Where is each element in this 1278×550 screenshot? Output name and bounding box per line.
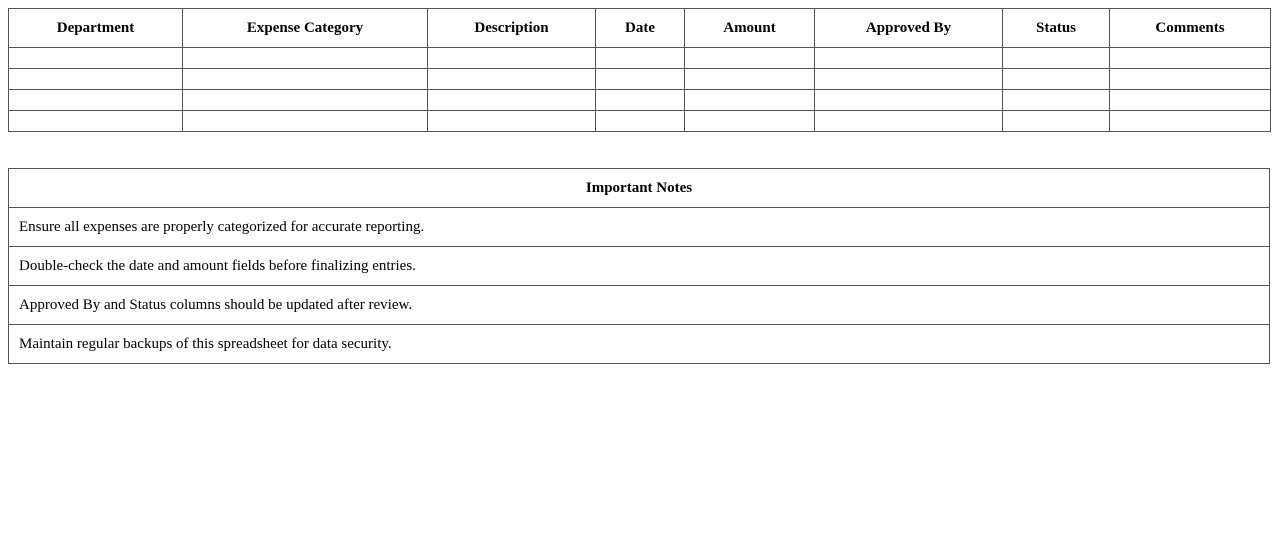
table-cell[interactable] xyxy=(815,111,1003,132)
notes-title: Important Notes xyxy=(9,169,1270,208)
table-cell[interactable] xyxy=(685,111,815,132)
table-cell[interactable] xyxy=(685,48,815,69)
table-row xyxy=(9,90,1271,111)
column-header-status: Status xyxy=(1003,9,1110,48)
notes-table xyxy=(8,168,1270,364)
table-cell[interactable] xyxy=(428,90,596,111)
table-cell[interactable] xyxy=(1110,69,1271,90)
expense-table xyxy=(8,8,1271,132)
table-cell[interactable] xyxy=(685,69,815,90)
note-row xyxy=(9,208,1270,247)
table-row xyxy=(9,69,1271,90)
table-cell[interactable] xyxy=(815,90,1003,111)
table-cell[interactable] xyxy=(1110,48,1271,69)
table-cell[interactable] xyxy=(1110,90,1271,111)
table-cell[interactable] xyxy=(1003,111,1110,132)
table-cell[interactable] xyxy=(428,111,596,132)
table-cell[interactable] xyxy=(428,69,596,90)
table-cell[interactable] xyxy=(428,48,596,69)
table-cell[interactable] xyxy=(596,48,685,69)
table-cell[interactable] xyxy=(183,90,428,111)
column-header-expense-category: Expense Category xyxy=(183,9,428,48)
table-cell[interactable] xyxy=(1003,69,1110,90)
table-cell[interactable] xyxy=(1110,111,1271,132)
note-row xyxy=(9,325,1270,364)
column-header-date: Date xyxy=(596,9,685,48)
table-cell[interactable] xyxy=(183,48,428,69)
notes-header-row xyxy=(9,169,1270,208)
note-item: Approved By and Status columns should be updated after review. xyxy=(9,286,1270,325)
note-row xyxy=(9,286,1270,325)
table-header-row xyxy=(9,9,1271,48)
note-item: Maintain regular backups of this spreadsheet for data security. xyxy=(9,325,1270,364)
table-cell[interactable] xyxy=(596,69,685,90)
table-cell[interactable] xyxy=(9,90,183,111)
table-cell[interactable] xyxy=(1003,90,1110,111)
table-cell[interactable] xyxy=(596,90,685,111)
column-header-description: Description xyxy=(428,9,596,48)
note-item: Double-check the date and amount fields before finalizing entries. xyxy=(9,247,1270,286)
column-header-comments: Comments xyxy=(1110,9,1271,48)
column-header-approved-by: Approved By xyxy=(815,9,1003,48)
table-cell[interactable] xyxy=(183,111,428,132)
table-cell[interactable] xyxy=(815,69,1003,90)
table-cell[interactable] xyxy=(9,69,183,90)
column-header-department: Department xyxy=(9,9,183,48)
column-header-amount: Amount xyxy=(685,9,815,48)
table-row xyxy=(9,111,1271,132)
table-cell[interactable] xyxy=(9,48,183,69)
table-cell[interactable] xyxy=(685,90,815,111)
table-cell[interactable] xyxy=(183,69,428,90)
table-cell[interactable] xyxy=(815,48,1003,69)
table-row xyxy=(9,48,1271,69)
note-row xyxy=(9,247,1270,286)
table-cell[interactable] xyxy=(596,111,685,132)
table-cell[interactable] xyxy=(9,111,183,132)
table-cell[interactable] xyxy=(1003,48,1110,69)
note-item: Ensure all expenses are properly categorized for accurate reporting. xyxy=(9,208,1270,247)
